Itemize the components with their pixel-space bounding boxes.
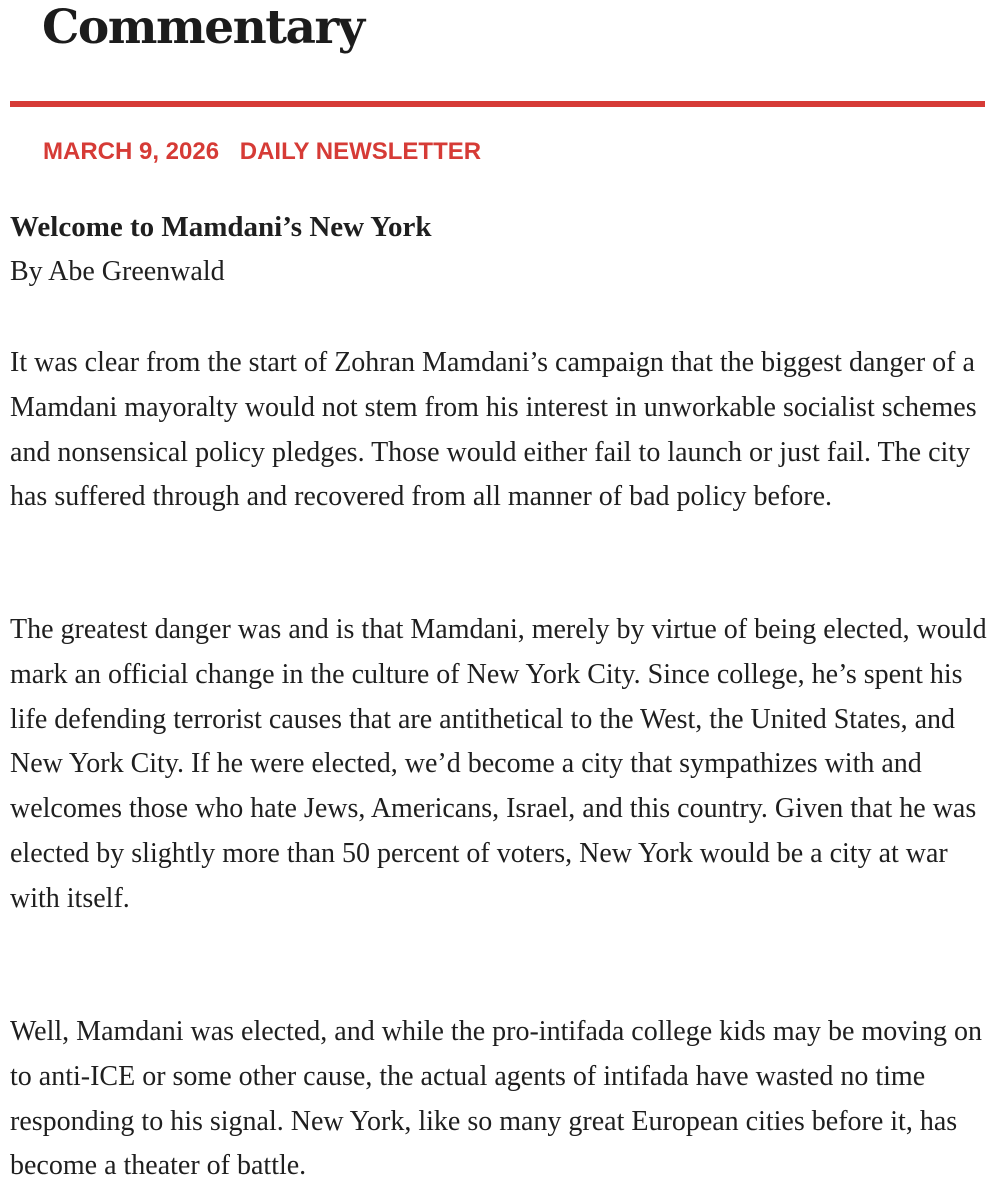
publication-logo: Commentary [42, 0, 364, 55]
newsletter-kicker [43, 140, 481, 164]
article-title: Welcome to Mamdani’s New York [10, 211, 432, 243]
article-paragraph: It was clear from the start of Zohran Mamdani’s campaign that the biggest danger of a Mamdani mayoralty would not stem from his interest in unworkable socialist schemes and nonsensical policy pledges. Those would either fail to launch or just fail. The city has suffered through and recovered from all manner of bad policy before. [10, 347, 977, 513]
header-divider [10, 101, 985, 107]
article-paragraph: The greatest danger was and is that Mamdani, merely by virtue of being elected, would mark an official change in the culture of New York City. Since college, he’s spent his life defending terrorist causes that are antithetical to the West, the United States, and New York City. If he were elected, we’d become a city that sympathizes with and welcomes those who hate Jews, Americans, Israel, and this country. Given that he was elected by slightly more than 50 percent of voters, New York would be a city at war with itself. [10, 614, 987, 914]
article-paragraph: Well, Mamdani was elected, and while the pro-intifada college kids may be moving on to anti-ICE or some other cause, the actual agents of intifada have wasted no time responding to his signal. New York, like so many great European cities before it, has become a theater of battle. [10, 1016, 983, 1182]
newsletter-date: MARCH 9, 2026 [43, 138, 220, 165]
newsletter-section: DAILY NEWSLETTER [239, 138, 482, 165]
article-byline: By Abe Greenwald [10, 256, 225, 287]
